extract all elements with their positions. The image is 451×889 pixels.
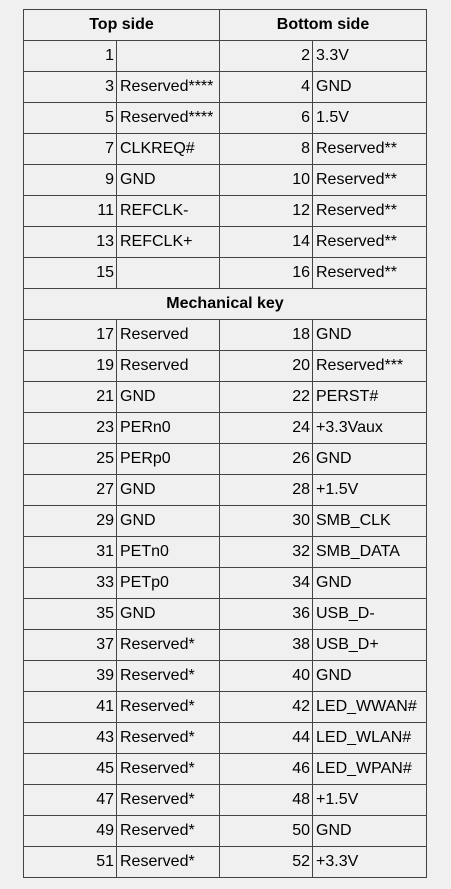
bottom-pin-number: 24 <box>220 413 313 444</box>
bottom-pin-number: 18 <box>220 320 313 351</box>
bottom-signal-name: Reserved** <box>313 227 427 258</box>
bottom-pin-number: 38 <box>220 630 313 661</box>
top-pin-number: 43 <box>24 723 117 754</box>
top-pin-number: 15 <box>24 258 117 289</box>
bottom-signal-name: 1.5V <box>313 103 427 134</box>
top-pin-number: 29 <box>24 506 117 537</box>
top-pin-number: 13 <box>24 227 117 258</box>
pinout-body <box>24 41 427 878</box>
top-pin-number: 21 <box>24 382 117 413</box>
top-signal-name: Reserved**** <box>117 103 220 134</box>
top-pin-number: 39 <box>24 661 117 692</box>
table-row <box>24 413 427 444</box>
bottom-signal-name: Reserved** <box>313 196 427 227</box>
top-pin-number: 49 <box>24 816 117 847</box>
table-row <box>24 72 427 103</box>
table-row <box>24 41 427 72</box>
bottom-signal-name: USB_D- <box>313 599 427 630</box>
top-signal-name: Reserved* <box>117 661 220 692</box>
table-row <box>24 630 427 661</box>
bottom-signal-name: Reserved** <box>313 165 427 196</box>
bottom-pin-number: 50 <box>220 816 313 847</box>
top-signal-name <box>117 41 220 72</box>
bottom-signal-name: +1.5V <box>313 475 427 506</box>
top-pin-number: 17 <box>24 320 117 351</box>
bottom-signal-name: GND <box>313 661 427 692</box>
top-signal-name: PERp0 <box>117 444 220 475</box>
bottom-pin-number: 26 <box>220 444 313 475</box>
bottom-pin-number: 28 <box>220 475 313 506</box>
top-signal-name: Reserved* <box>117 785 220 816</box>
top-signal-name: REFCLK- <box>117 196 220 227</box>
bottom-side-header: Bottom side <box>220 10 427 41</box>
table-row <box>24 723 427 754</box>
top-pin-number: 35 <box>24 599 117 630</box>
bottom-pin-number: 36 <box>220 599 313 630</box>
top-pin-number: 51 <box>24 847 117 878</box>
bottom-pin-number: 10 <box>220 165 313 196</box>
top-pin-number: 31 <box>24 537 117 568</box>
table-row <box>24 444 427 475</box>
bottom-pin-number: 4 <box>220 72 313 103</box>
table-row <box>24 661 427 692</box>
table-row <box>24 103 427 134</box>
bottom-signal-name: SMB_CLK <box>313 506 427 537</box>
top-signal-name: PETp0 <box>117 568 220 599</box>
table-row <box>24 227 427 258</box>
top-pin-number: 41 <box>24 692 117 723</box>
table-row <box>24 382 427 413</box>
top-signal-name: GND <box>117 165 220 196</box>
bottom-signal-name: +3.3Vaux <box>313 413 427 444</box>
top-signal-name: Reserved**** <box>117 72 220 103</box>
table-row <box>24 847 427 878</box>
top-signal-name: PETn0 <box>117 537 220 568</box>
bottom-pin-number: 48 <box>220 785 313 816</box>
table-row <box>24 537 427 568</box>
table-row <box>24 475 427 506</box>
table-row <box>24 351 427 382</box>
top-signal-name: Reserved* <box>117 816 220 847</box>
table-row <box>24 754 427 785</box>
table-row <box>24 320 427 351</box>
top-pin-number: 45 <box>24 754 117 785</box>
bottom-signal-name: Reserved** <box>313 134 427 165</box>
bottom-signal-name: SMB_DATA <box>313 537 427 568</box>
pinout-table <box>23 9 427 878</box>
table-row <box>24 506 427 537</box>
top-pin-number: 9 <box>24 165 117 196</box>
mechanical-key-row <box>24 289 427 320</box>
table-row <box>24 196 427 227</box>
top-signal-name: Reserved* <box>117 723 220 754</box>
bottom-signal-name: LED_WLAN# <box>313 723 427 754</box>
bottom-signal-name: LED_WPAN# <box>313 754 427 785</box>
header-row <box>24 10 427 41</box>
top-pin-number: 47 <box>24 785 117 816</box>
bottom-pin-number: 20 <box>220 351 313 382</box>
bottom-pin-number: 22 <box>220 382 313 413</box>
top-signal-name: Reserved <box>117 351 220 382</box>
bottom-signal-name: LED_WWAN# <box>313 692 427 723</box>
mechanical-key-label: Mechanical key <box>24 289 427 320</box>
top-signal-name: GND <box>117 506 220 537</box>
top-pin-number: 1 <box>24 41 117 72</box>
top-signal-name: CLKREQ# <box>117 134 220 165</box>
bottom-signal-name: PERST# <box>313 382 427 413</box>
bottom-signal-name: +3.3V <box>313 847 427 878</box>
top-pin-number: 19 <box>24 351 117 382</box>
top-signal-name <box>117 258 220 289</box>
table-row <box>24 599 427 630</box>
bottom-signal-name: Reserved** <box>313 258 427 289</box>
top-signal-name: REFCLK+ <box>117 227 220 258</box>
top-pin-number: 5 <box>24 103 117 134</box>
bottom-signal-name: 3.3V <box>313 41 427 72</box>
bottom-pin-number: 2 <box>220 41 313 72</box>
bottom-pin-number: 32 <box>220 537 313 568</box>
top-pin-number: 7 <box>24 134 117 165</box>
table-row <box>24 165 427 196</box>
top-side-header: Top side <box>24 10 220 41</box>
bottom-pin-number: 16 <box>220 258 313 289</box>
top-signal-name: GND <box>117 599 220 630</box>
table-row <box>24 568 427 599</box>
bottom-signal-name: GND <box>313 816 427 847</box>
bottom-pin-number: 52 <box>220 847 313 878</box>
top-signal-name: Reserved* <box>117 630 220 661</box>
bottom-signal-name: GND <box>313 568 427 599</box>
table-row <box>24 134 427 165</box>
top-pin-number: 11 <box>24 196 117 227</box>
table-row <box>24 816 427 847</box>
bottom-signal-name: USB_D+ <box>313 630 427 661</box>
bottom-pin-number: 6 <box>220 103 313 134</box>
table-row <box>24 785 427 816</box>
top-signal-name: PERn0 <box>117 413 220 444</box>
bottom-signal-name: GND <box>313 72 427 103</box>
bottom-pin-number: 40 <box>220 661 313 692</box>
top-pin-number: 3 <box>24 72 117 103</box>
top-signal-name: Reserved* <box>117 754 220 785</box>
bottom-signal-name: Reserved*** <box>313 351 427 382</box>
top-pin-number: 33 <box>24 568 117 599</box>
top-pin-number: 23 <box>24 413 117 444</box>
top-signal-name: Reserved* <box>117 847 220 878</box>
top-signal-name: GND <box>117 475 220 506</box>
bottom-signal-name: +1.5V <box>313 785 427 816</box>
bottom-pin-number: 30 <box>220 506 313 537</box>
top-pin-number: 27 <box>24 475 117 506</box>
bottom-pin-number: 42 <box>220 692 313 723</box>
table-row <box>24 692 427 723</box>
bottom-pin-number: 14 <box>220 227 313 258</box>
table-row <box>24 258 427 289</box>
bottom-pin-number: 8 <box>220 134 313 165</box>
bottom-pin-number: 44 <box>220 723 313 754</box>
bottom-pin-number: 46 <box>220 754 313 785</box>
top-pin-number: 37 <box>24 630 117 661</box>
top-signal-name: Reserved* <box>117 692 220 723</box>
top-signal-name: GND <box>117 382 220 413</box>
bottom-signal-name: GND <box>313 320 427 351</box>
top-signal-name: Reserved <box>117 320 220 351</box>
bottom-pin-number: 12 <box>220 196 313 227</box>
top-pin-number: 25 <box>24 444 117 475</box>
bottom-pin-number: 34 <box>220 568 313 599</box>
bottom-signal-name: GND <box>313 444 427 475</box>
